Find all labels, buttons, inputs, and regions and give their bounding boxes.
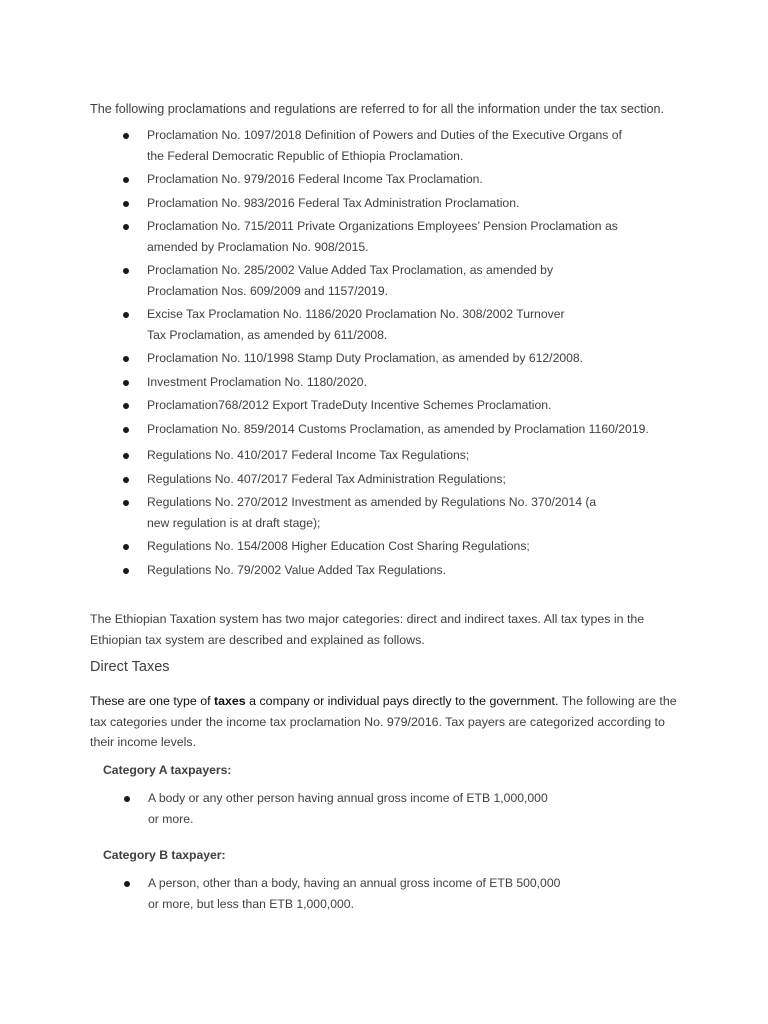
bullet-icon — [123, 544, 129, 550]
list-item-text: Proclamation No. 715/2011 Private Organizations Employees’ Pension Proclamation as — [147, 219, 618, 233]
list-item-text: A body or any other person having annual gross income of ETB 1,000,000 — [148, 791, 548, 805]
list-item-text: or more. — [148, 811, 194, 826]
list-item — [147, 445, 687, 466]
list-item — [147, 395, 687, 416]
taxation-system-paragraph: The Ethiopian Taxation system has two major categories: direct and indirect taxes. All tax types in the Ethiopian tax system are described and explained as follows. — [90, 612, 645, 647]
list-item-text: Proclamation No. 1097/2018 Definition of Powers and Duties of the Executive Organs of — [147, 128, 622, 142]
bullet-icon — [124, 881, 130, 887]
list-item-text: amended by Proclamation No. 908/2015. — [147, 239, 369, 254]
list-item-text: Regulations No. 154/2008 Higher Education Cost Sharing Regulations; — [147, 539, 530, 553]
direct-taxes-lead-end: a company or individual pays directly to the government. — [245, 694, 559, 708]
bullet-icon — [123, 500, 129, 506]
list-item-text: Excise Tax Proclamation No. 1186/2020 Proclamation No. 308/2002 Turnover — [147, 307, 565, 321]
bullet-icon — [123, 201, 129, 207]
bullet-icon — [123, 427, 129, 433]
list-item-text: Regulations No. 407/2017 Federal Tax Administration Regulations; — [147, 471, 506, 486]
list-item — [147, 125, 687, 166]
list-item-text: Proclamation No. 979/2016 Federal Income Tax Proclamation. — [147, 172, 483, 186]
direct-taxes-paragraph — [90, 691, 690, 753]
list-item-text: Tax Proclamation, as amended by 611/2008. — [147, 327, 388, 342]
list-item-text: Regulations No. 79/2002 Value Added Tax Regulations. — [147, 562, 447, 577]
list-item — [147, 469, 687, 490]
list-item-text: Regulations No. 410/2017 Federal Income Tax Regulations; — [147, 448, 470, 462]
direct-taxes-lead-start: These are one type of — [90, 694, 214, 708]
list-item-text: Regulations No. 270/2012 Investment as amended by Regulations No. 370/2014 (a — [147, 495, 597, 509]
list-item-text: or more, but less than ETB 1,000,000. — [148, 896, 354, 911]
list-item-text: Proclamation No. 859/2014 Customs Proclamation, as amended by Proclamation 1160/2019. — [147, 421, 649, 436]
list-item-text: the Federal Democratic Republic of Ethiopia Proclamation. — [147, 148, 464, 163]
category-b-label: Category B taxpayer: — [103, 848, 226, 862]
list-item — [148, 873, 578, 914]
list-item-text: Proclamation No. 285/2002 Value Added Tax Proclamation, as amended by — [147, 263, 554, 277]
list-item — [147, 216, 687, 257]
direct-taxes-rest: The following are the tax categories under the income tax proclamation No. 979/2016. Tax payers are categorized according to their income levels. — [90, 694, 677, 749]
list-item-text: new regulation is at draft stage); — [147, 515, 321, 530]
bullet-icon — [123, 177, 129, 183]
bullet-icon — [123, 133, 129, 139]
list-item-text: Proclamation No. 110/1998 Stamp Duty Proclamation, as amended by 612/2008. — [147, 351, 584, 365]
list-item — [147, 372, 687, 393]
category-a-list — [148, 788, 578, 829]
bullet-icon — [123, 268, 129, 274]
bullet-icon — [123, 477, 129, 483]
list-item — [147, 492, 687, 533]
bullet-icon — [123, 312, 129, 318]
category-a-label: Category A taxpayers: — [103, 763, 232, 777]
direct-taxes-lead-bold: taxes — [214, 694, 246, 708]
intro-paragraph: The following proclamations and regulations are referred to for all the information under the tax section. — [90, 102, 665, 116]
bullet-icon — [123, 568, 129, 574]
list-item — [147, 169, 687, 190]
regulation-list — [147, 445, 687, 583]
category-b-list — [148, 873, 578, 914]
list-item — [147, 193, 687, 214]
list-item-text: A person, other than a body, having an annual gross income of ETB 500,000 — [148, 876, 561, 890]
bullet-icon — [123, 380, 129, 386]
bullet-icon — [123, 403, 129, 409]
list-item-text: Proclamation768/2012 Export TradeDuty Incentive Schemes Proclamation. — [147, 398, 552, 412]
list-item — [147, 304, 687, 345]
list-item-text: Proclamation No. 983/2016 Federal Tax Administration Proclamation. — [147, 195, 520, 210]
list-item — [147, 260, 687, 301]
direct-taxes-heading: Direct Taxes — [90, 659, 170, 675]
list-item-text: Investment Proclamation No. 1180/2020. — [147, 374, 367, 389]
list-item — [147, 419, 687, 440]
list-item — [148, 788, 578, 829]
bullet-icon — [123, 224, 129, 230]
bullet-icon — [123, 356, 129, 362]
bullet-icon — [123, 453, 129, 459]
list-item — [147, 560, 687, 581]
proclamation-list — [147, 125, 687, 442]
list-item — [147, 348, 687, 369]
list-item-text: Proclamation Nos. 609/2009 and 1157/2019. — [147, 283, 388, 298]
list-item — [147, 536, 687, 557]
bullet-icon — [124, 796, 130, 802]
